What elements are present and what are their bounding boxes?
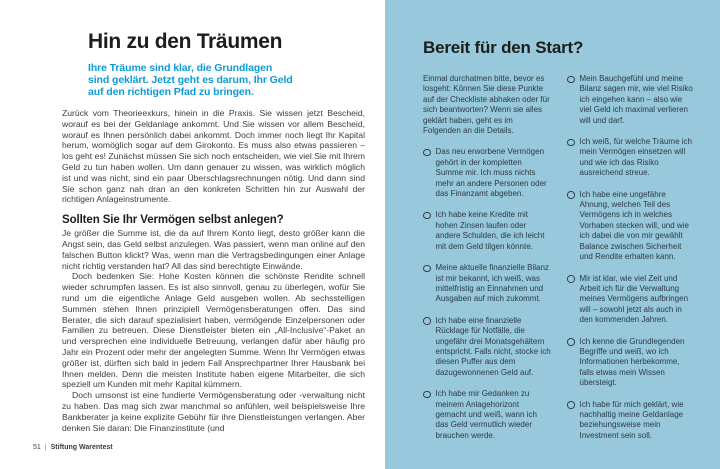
checklist-item (423, 389, 551, 441)
checkbox-circle-icon (567, 76, 575, 84)
checklist-column-right (567, 74, 695, 452)
checklist-item-text: Ich habe eine ungefähre Ahnung, welchen Teil des Vermögens ich in welches Vorhaben stecken will, und wie ich dabei die von mir gewählt Balance zwischen Sicherheit und Rendite erhalten kann. (579, 189, 689, 262)
checkbox-circle-icon (567, 275, 575, 283)
page-number: 51 (33, 444, 41, 451)
checkbox-circle-icon (423, 212, 431, 220)
right-page-checklist-panel (385, 0, 720, 469)
checkbox-circle-icon (423, 149, 431, 157)
checklist-item (423, 316, 551, 378)
body-copy (62, 108, 365, 433)
checklist-columns (423, 74, 696, 452)
checklist-intro: Einmal durchatmen bitte, bevor es losgeht: Können Sie diese Punkte auf der Checkliste abhaken oder für sich beantworten? Wenn sie alles geklärt haben, geht es im Folgenden an die Details. (423, 74, 550, 136)
checklist-item-text: Ich habe für mich geklärt, wie nachhaltig meine Geldanlage beziehungsweise mein Investment sein soll. (579, 399, 684, 440)
checkbox-circle-icon (423, 265, 431, 273)
checkbox-circle-icon (423, 317, 431, 325)
checklist-item (567, 274, 695, 326)
checkbox-circle-icon (567, 139, 575, 147)
checklist-item (567, 400, 695, 442)
publisher-name: Stiftung Warentest (50, 444, 113, 451)
checklist-item (567, 74, 695, 126)
checkbox-circle-icon (567, 401, 575, 409)
checkbox-circle-icon (567, 191, 575, 199)
page-title: Hin zu den Träumen (88, 30, 283, 53)
checklist-item (423, 263, 551, 305)
checklist-item (567, 337, 695, 389)
checklist-item (423, 210, 551, 252)
checklist-item-text: Ich weiß, für welche Träume ich mein Vermögen einsetzen will und wie ich das Risiko ausreichend streue. (579, 137, 692, 178)
checklist-item-text: Ich kenne die Grundlegenden Begriffe und weiß, wo ich Informationen herbekomme, falls etwas mein Wissen übersteigt. (579, 336, 685, 388)
checklist-item (567, 137, 695, 179)
checkbox-circle-icon (567, 338, 575, 346)
page-subtitle: Ihre Träume sind klar, die Grundlagen sind geklärt. Jetzt geht es darum, Ihr Geld auf den richtigen Pfad zu bringen. (88, 62, 293, 98)
checklist-heading: Bereit für den Start? (423, 38, 584, 57)
checklist-item-text: Mein Bauchgefühl und meine Bilanz sagen mir, wie viel Risiko ich eingehen kann – also wie viel Geld ich maximal verlieren will und darf. (579, 74, 693, 125)
checklist-item-text: Meine aktuelle finanzielle Bilanz ist mir bekannt, ich weiß, was mittelfristig an Einnahmen und Ausgaben auf mich zukommt. (435, 263, 549, 304)
checklist-item-text: Ich habe eine finanzielle Rücklage für Notfälle, die ungefähr drei Monatsgehältern entspricht. Falls nicht, stocke ich diesen Puffer aus dem dazugewonnenen Geld auf. (435, 315, 551, 377)
section-paragraph: Je größer die Summe ist, die da auf Ihrem Konto liegt, desto größer kann die Angst sein, das Geld selbst anzulegen. Was passiert, wenn man online auf den falschen Button klickt? Was, wenn man die Vertragsbedingungen einer Anlage nicht richtig verstanden hat? All das sind berechtigte Einwände. (62, 228, 365, 271)
checklist-item (567, 190, 695, 263)
checklist-item (423, 147, 551, 199)
checklist-item-text: Ich habe keine Kredite mit hohen Zinsen laufen oder andere Schulden, die ich leicht mit dem Geld tilgen könnte. (435, 210, 545, 251)
checklist-item-text: Mir ist klar, wie viel Zeit und Arbeit ich für die Verwaltung meines Vermögens aufbringen will – sowohl jetzt als auch in den kommenden Jahren. (579, 273, 689, 325)
checkbox-circle-icon (423, 391, 431, 399)
section-heading: Sollten Sie Ihr Vermögen selbst anlegen? (62, 214, 284, 227)
checklist-item-text: Das neu erworbene Vermögen gehört in der kompletten Summe mir. Ich muss nichts mehr an andere Personen oder das Finanzamt abgeben. (435, 147, 547, 199)
footer-separator: | (44, 444, 47, 451)
checklist-column-left (423, 74, 551, 452)
page-footer (33, 444, 113, 451)
section-paragraph: Doch bedenken Sie: Hohe Kosten können die schönste Rendite schnell wieder schrumpfen lassen. Es ist also sinnvoll, genau zu überlegen, wofür Sie rund um die eigentliche Anlage Geld ausgeben wollen. Ab sechsstelligen Summen stehen Ihnen prinzipiell Vermögensberatungen offen. Das sind Berater, die sich darauf spezialisiert haben, vermögende Einzelpersonen oder Familien zu betreuen. Diese Dienstleister bieten ein „All-Inclusive“-Paket an und versprechen eine individuelle Betreuung, verlangen dafür aber häufig pro Jahr ein Prozent oder mehr der angelegten Summe. Wenn Ihr Vermögen etwas größer ist, dürften sich bald in jedem Fall Ansprechpartner Ihrer Hausbank bei Ihnen melden. Denn die meisten Institute haben eigene Mitarbeiter, die sich speziell um Kunden mit mehr Kapital kümmern. (62, 271, 365, 390)
section-paragraph: Doch umsonst ist eine fundierte Vermögensberatung oder -verwaltung nicht zu haben. Das mag sich zwar manchmal so anfühlen, weil beispielsweise Ihre Bankberater ja keine explizite Gebühr für ihre Dienstleistungen verlangen. Aber denken Sie daran: Die Finanzinstitute (und (62, 390, 365, 433)
intro-paragraph: Zurück vom Theorieexkurs, hinein in die Praxis. Sie wissen jetzt Bescheid, worauf es bei der Geldanlage ankommt. Und Sie wissen vor allem Bescheid, worauf es Ihnen persönlich dabei ankommt. Doch immer noch liegt Ihr Kapital herum, womöglich sogar auf dem Girokonto. Es muss also etwas passieren – los geht es! Zunächst müssen Sie sich noch entscheiden, wie viel Sie mit Ihrem Geld zu tun haben wollen. Um dann genauer zu wissen, was wirklich möglich ist und was nicht, sind ein paar Überschlagsrechnungen nötig. Und dann sind Sie schon ganz nah dran an den konkreten Schritten hin zur Auswahl der richtigen Anlageinstrumente. (62, 108, 365, 205)
checklist-item-text: Ich habe mir Gedanken zu meinem Anlagehorizont gemacht und weiß, wann ich das Geld vermutlich wieder brauchen werde. (435, 389, 537, 440)
